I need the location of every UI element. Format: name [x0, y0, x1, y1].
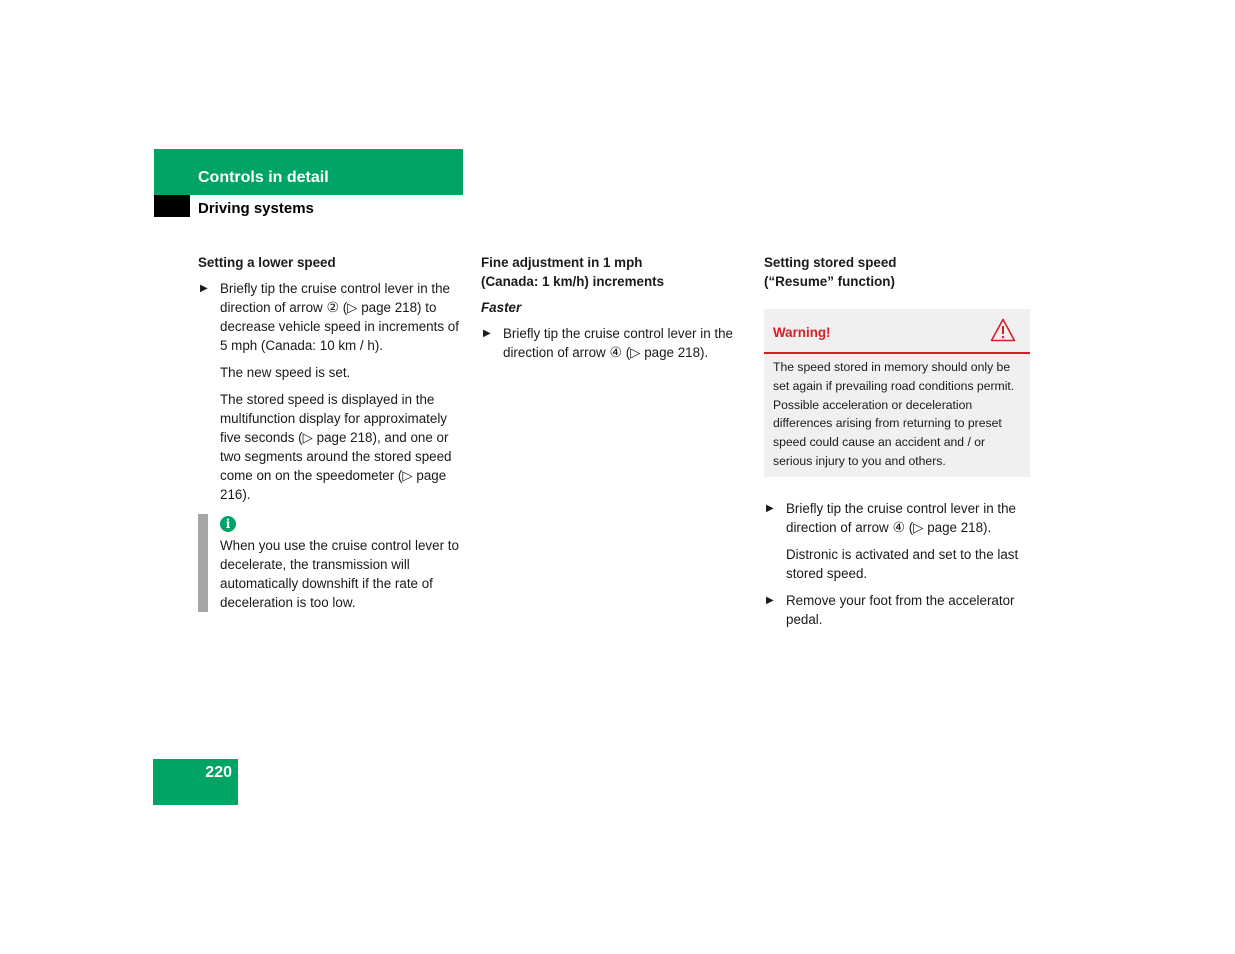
instruction-bullet — [764, 591, 1030, 629]
instruction-bullet — [198, 279, 466, 355]
bullet-arrow-icon: ▶ — [483, 328, 491, 339]
column-resume-function — [764, 253, 1030, 637]
info-note — [198, 514, 466, 612]
bullet-arrow-icon: ▶ — [200, 283, 208, 294]
instruction-bullet — [764, 499, 1030, 537]
heading-lower-speed: Setting a lower speed — [198, 255, 336, 270]
column-fine-adjustment — [481, 253, 749, 370]
heading-fine-adjustment: Fine adjustment in 1 mph (Canada: 1 km/h) increments — [481, 255, 665, 289]
info-icon: i — [220, 516, 236, 532]
section-subtitle: Driving systems — [198, 200, 314, 217]
warning-triangle-icon — [990, 318, 1016, 342]
info-bar — [198, 514, 208, 612]
bullet-text-part: (▷ page 218) to decrease vehicle speed in increments of 5 mph (Canada: 10 km / h). — [220, 300, 459, 353]
chapter-header-bar — [154, 149, 463, 195]
arrow-number: ④ — [609, 344, 622, 360]
warning-box — [764, 309, 1030, 477]
heading-resume: Setting stored speed (“Resume” function) — [764, 255, 897, 289]
subheading-faster: Faster — [481, 300, 522, 315]
instruction-bullet — [481, 324, 749, 362]
arrow-number: ④ — [892, 518, 905, 535]
result-text: The stored speed is displayed in the multifunction display for approximately five seconds (▷ page 218), and one or two segments around the stored speed come on on the speedometer (▷ page 216). — [220, 392, 452, 502]
page-number-box — [153, 759, 238, 805]
warning-text: The speed stored in memory should only be set again if prevailing road conditions permit. Possible acceleration or deceleration differences arising from returning to preset speed could cause an accident and / or serious injury to you and others. — [773, 360, 1015, 468]
bullet-text-part: (▷ page 218). — [622, 345, 709, 360]
bullet-arrow-icon: ▶ — [766, 594, 774, 606]
bullet-arrow-icon: ▶ — [766, 502, 774, 514]
info-text: When you use the cruise control lever to decelerate, the transmission will automatically downshift if the rate of deceleration is too low. — [220, 538, 459, 610]
bullet-text-part: Briefly tip the cruise control lever in the direction of arrow — [220, 281, 450, 315]
bullet-text: Remove your foot from the accelerator pedal. — [786, 592, 1015, 627]
bullet-text-part: Briefly tip the cruise control lever in the direction of arrow — [503, 326, 733, 360]
page-number: 220 — [205, 764, 232, 781]
result-text: Distronic is activated and set to the last stored speed. — [786, 546, 1019, 581]
chapter-title: Controls in detail — [198, 169, 329, 186]
result-text: The new speed is set. — [220, 365, 351, 380]
section-tab-marker — [154, 195, 190, 217]
bullet-text-part: Briefly tip the cruise control lever in the direction of arrow — [786, 500, 1016, 535]
arrow-number: ② — [326, 299, 339, 315]
warning-header — [764, 309, 1030, 354]
bullet-text-part: (▷ page 218). — [905, 519, 992, 535]
warning-title: Warning! — [773, 325, 831, 340]
column-lower-speed — [198, 253, 466, 612]
